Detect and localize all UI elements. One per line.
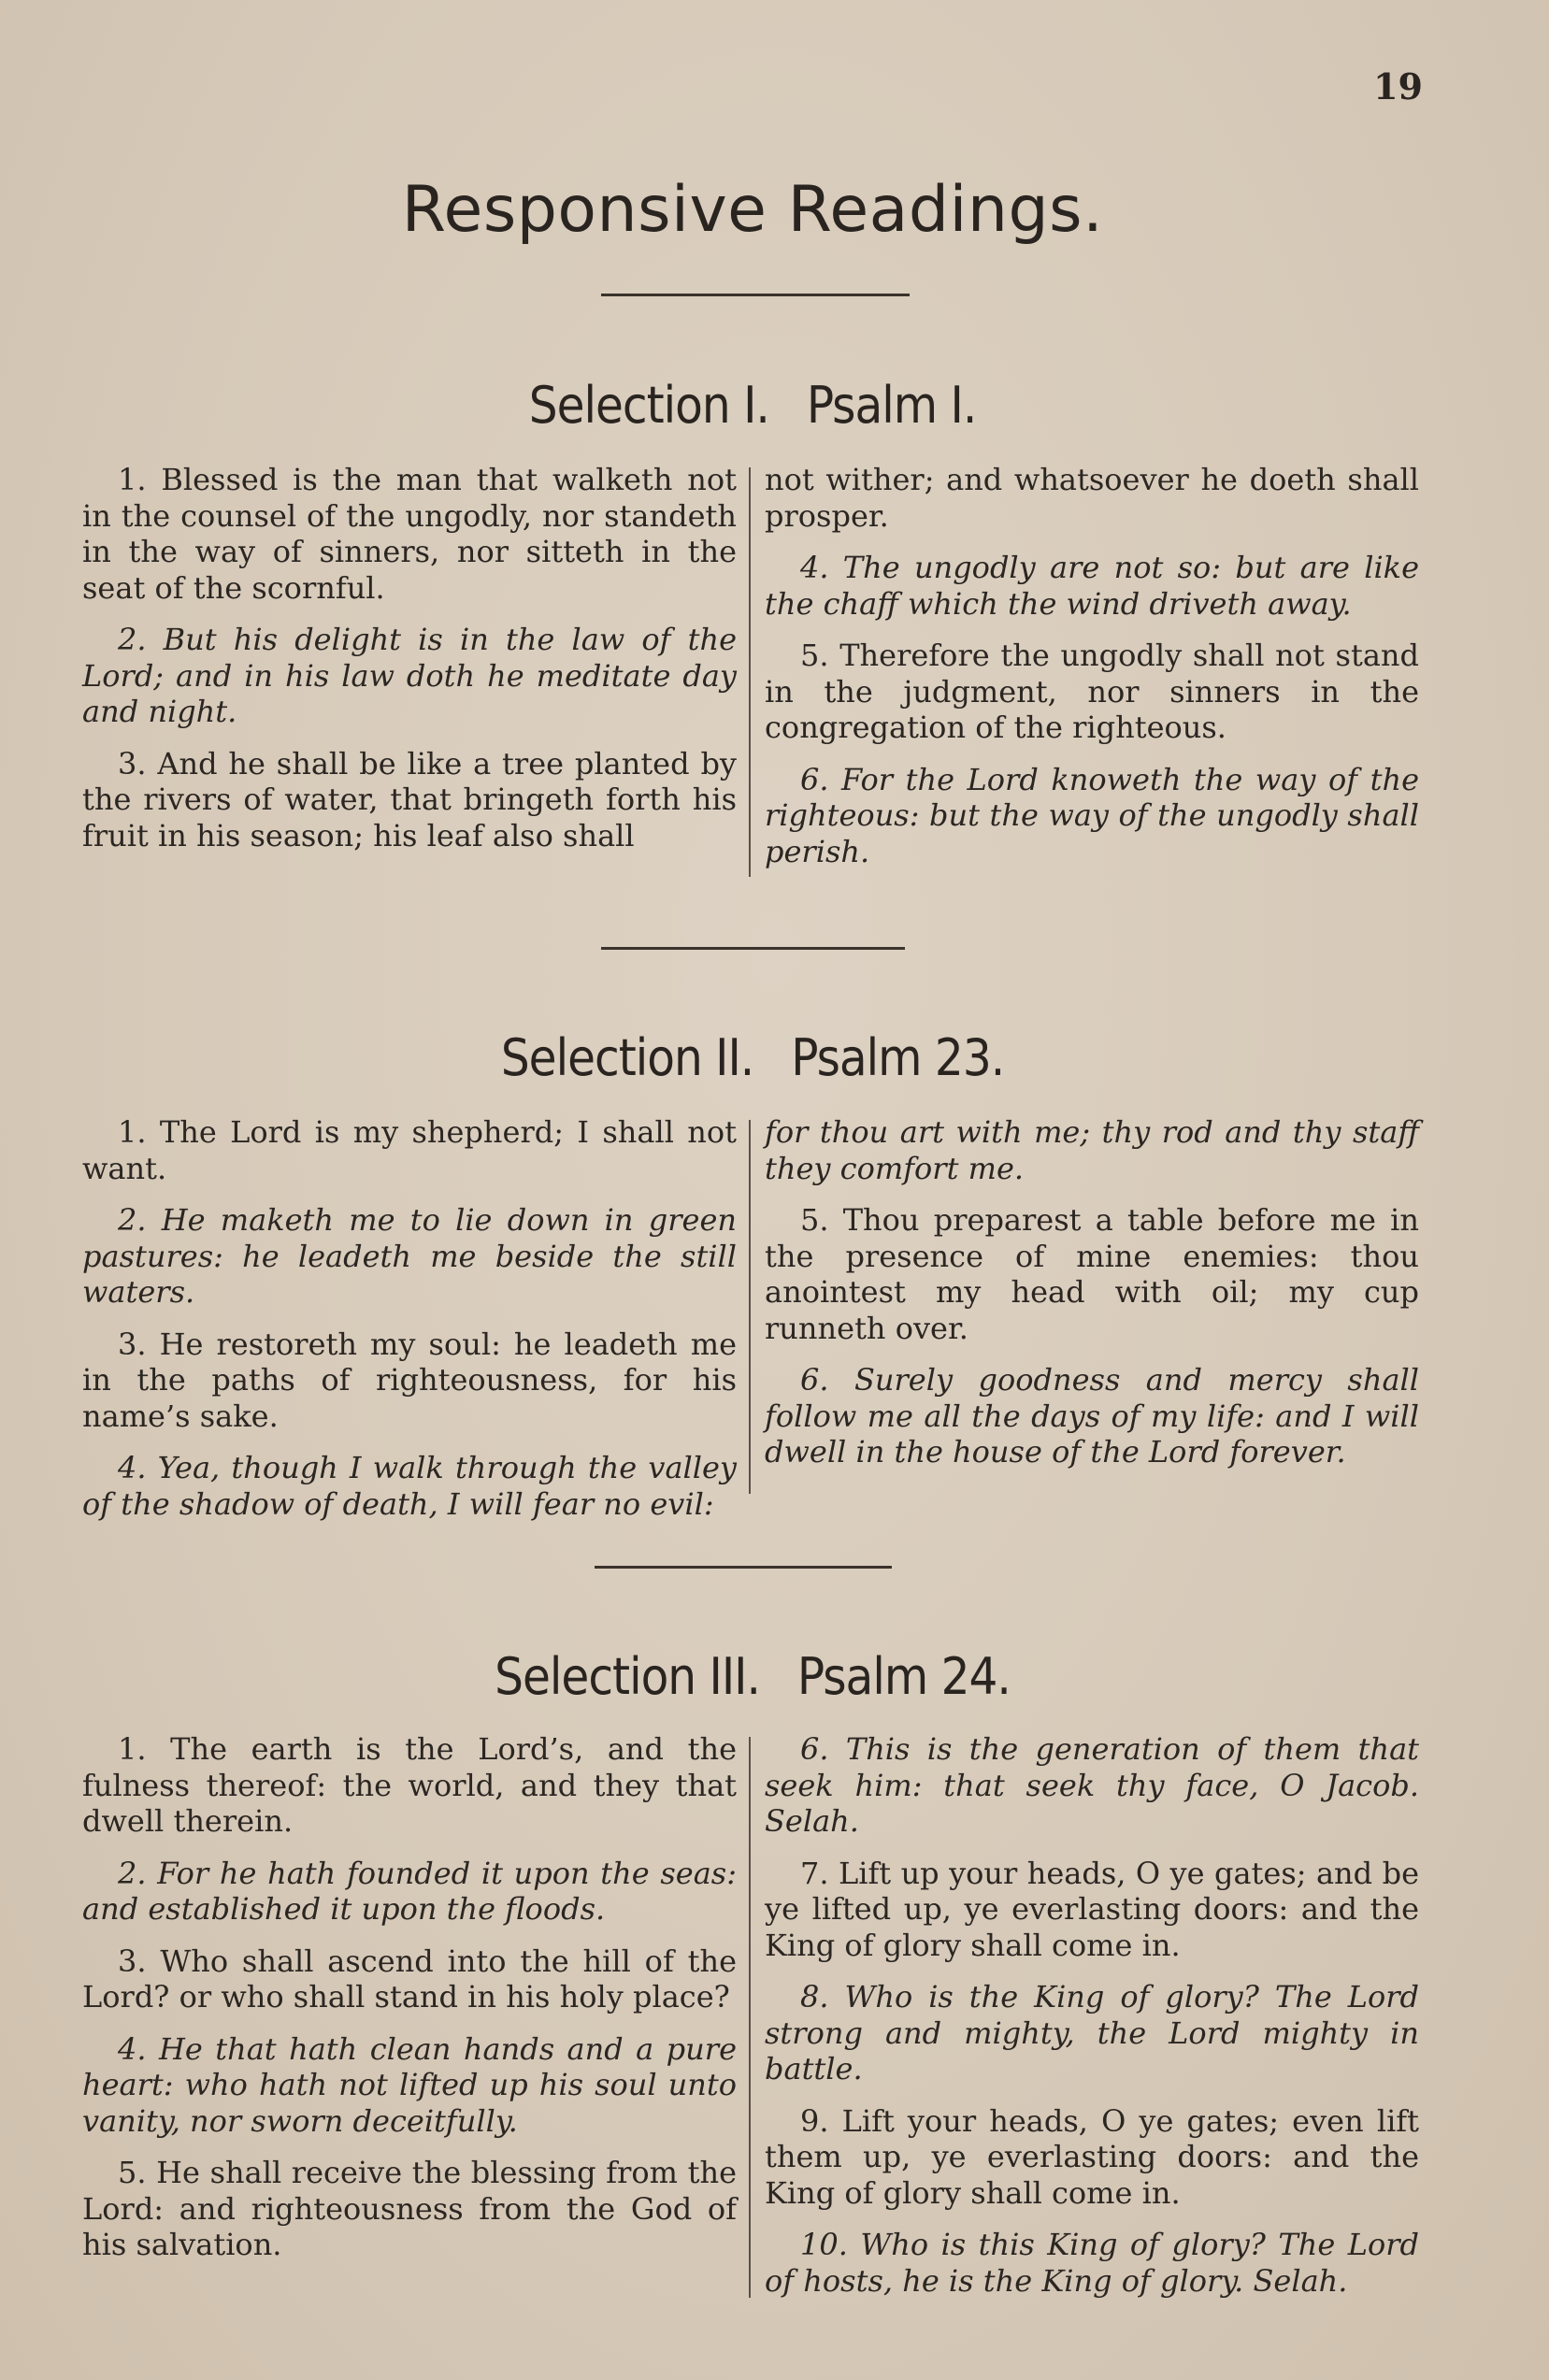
title-rule xyxy=(601,294,910,296)
selection-heading xyxy=(0,376,1505,435)
psalm-label: Psalm 23. xyxy=(791,1028,1005,1087)
verse: 8. Who is the King of glory? The Lord strong and mighty, the Lord mighty in battle. xyxy=(765,1979,1419,2086)
selection-body xyxy=(82,462,1419,878)
selection-label: Selection II. xyxy=(500,1028,754,1087)
verse: 2. For he hath founded it upon the seas: and established it upon the floods. xyxy=(82,1855,737,1927)
left-column xyxy=(82,1114,737,1538)
verse: 5. Therefore the ungodly shall not stand in the judgment, nor sinners in the congregation of the righteous. xyxy=(765,638,1419,745)
column-divider xyxy=(749,1737,751,2298)
verse: 1. The Lord is my shepherd; I shall not want. xyxy=(82,1114,737,1186)
selection-heading xyxy=(0,1028,1505,1087)
verse: 1. The earth is the Lord’s, and the fulness thereof: the world, and they that dwell therein. xyxy=(82,1731,737,1839)
right-column xyxy=(765,462,1419,885)
verse: 4. Yea, though I walk through the valley of the shadow of death, I will fear no evil: xyxy=(82,1450,737,1522)
selection-body xyxy=(82,1114,1419,1522)
section-rule xyxy=(595,1566,892,1569)
verse: 6. For the Lord knoweth the way of the righteous: but the way of the ungodly shall perish. xyxy=(765,761,1419,869)
verse: 5. He shall receive the blessing from the Lord: and righteousness from the God of his salvation. xyxy=(82,2155,737,2262)
psalm-label: Psalm I. xyxy=(806,376,977,435)
verse: 2. But his delight is in the law of the Lord; and in his law doth he meditate day and night. xyxy=(82,622,737,729)
verse: 3. Who shall ascend into the hill of the Lord? or who shall stand in his holy place? xyxy=(82,1943,737,2014)
verse: not wither; and whatsoever he doeth shall prosper. xyxy=(765,462,1419,534)
verse: 4. The ungodly are not so: but are like the chaff which the wind driveth away. xyxy=(765,550,1419,622)
selection-body xyxy=(82,1731,1419,2311)
psalm-label: Psalm 24. xyxy=(796,1647,1011,1706)
verse: 2. He maketh me to lie down in green pastures: he leadeth me beside the still waters. xyxy=(82,1202,737,1310)
left-column xyxy=(82,462,737,869)
verse: 6. Surely goodness and mercy shall follow me all the days of my life: and I will dwell in the house of the Lord forever. xyxy=(765,1362,1419,1470)
selection-label: Selection I. xyxy=(528,376,769,435)
page-title: Responsive Readings. xyxy=(401,173,1104,247)
page-number: 19 xyxy=(1373,65,1423,108)
verse: 1. Blessed is the man that walketh not in the counsel of the ungodly, nor standeth in the way of sinners, nor sitteth in the seat of the scornful. xyxy=(82,462,737,606)
column-divider xyxy=(749,1120,751,1494)
right-column xyxy=(765,1731,1419,2315)
section-rule xyxy=(601,947,905,950)
verse: 3. And he shall be like a tree planted by the rivers of water, that bringeth forth his fruit in his season; his leaf also shall xyxy=(82,745,737,853)
verse: 6. This is the generation of them that seek him: that seek thy face, O Jacob. Selah. xyxy=(765,1731,1419,1839)
verse: for thou art with me; thy rod and thy staff they comfort me. xyxy=(765,1114,1419,1186)
selection-label: Selection III. xyxy=(495,1647,760,1706)
verse: 10. Who is this King of glory? The Lord of hosts, he is the King of glory. Selah. xyxy=(765,2227,1419,2299)
verse: 3. He restoreth my soul: he leadeth me in the paths of righteousness, for his name’s sake. xyxy=(82,1326,737,1434)
right-column xyxy=(765,1114,1419,1486)
selection-heading xyxy=(0,1647,1505,1706)
left-column xyxy=(82,1731,737,2279)
verse: 4. He that hath clean hands and a pure heart: who hath not lifted up his soul unto vanity, nor sworn deceitfully. xyxy=(82,2030,737,2139)
column-divider xyxy=(749,467,751,877)
verse: 7. Lift up your heads, O ye gates; and be ye lifted up, ye everlasting doors: and the King of glory shall come in. xyxy=(765,1855,1419,1963)
verse: 9. Lift your heads, O ye gates; even lift them up, ye everlasting doors: and the King of glory shall come in. xyxy=(765,2102,1419,2211)
verse: 5. Thou preparest a table before me in the presence of mine enemies: thou anointest my head with oil; my cup runneth over. xyxy=(765,1202,1419,1346)
